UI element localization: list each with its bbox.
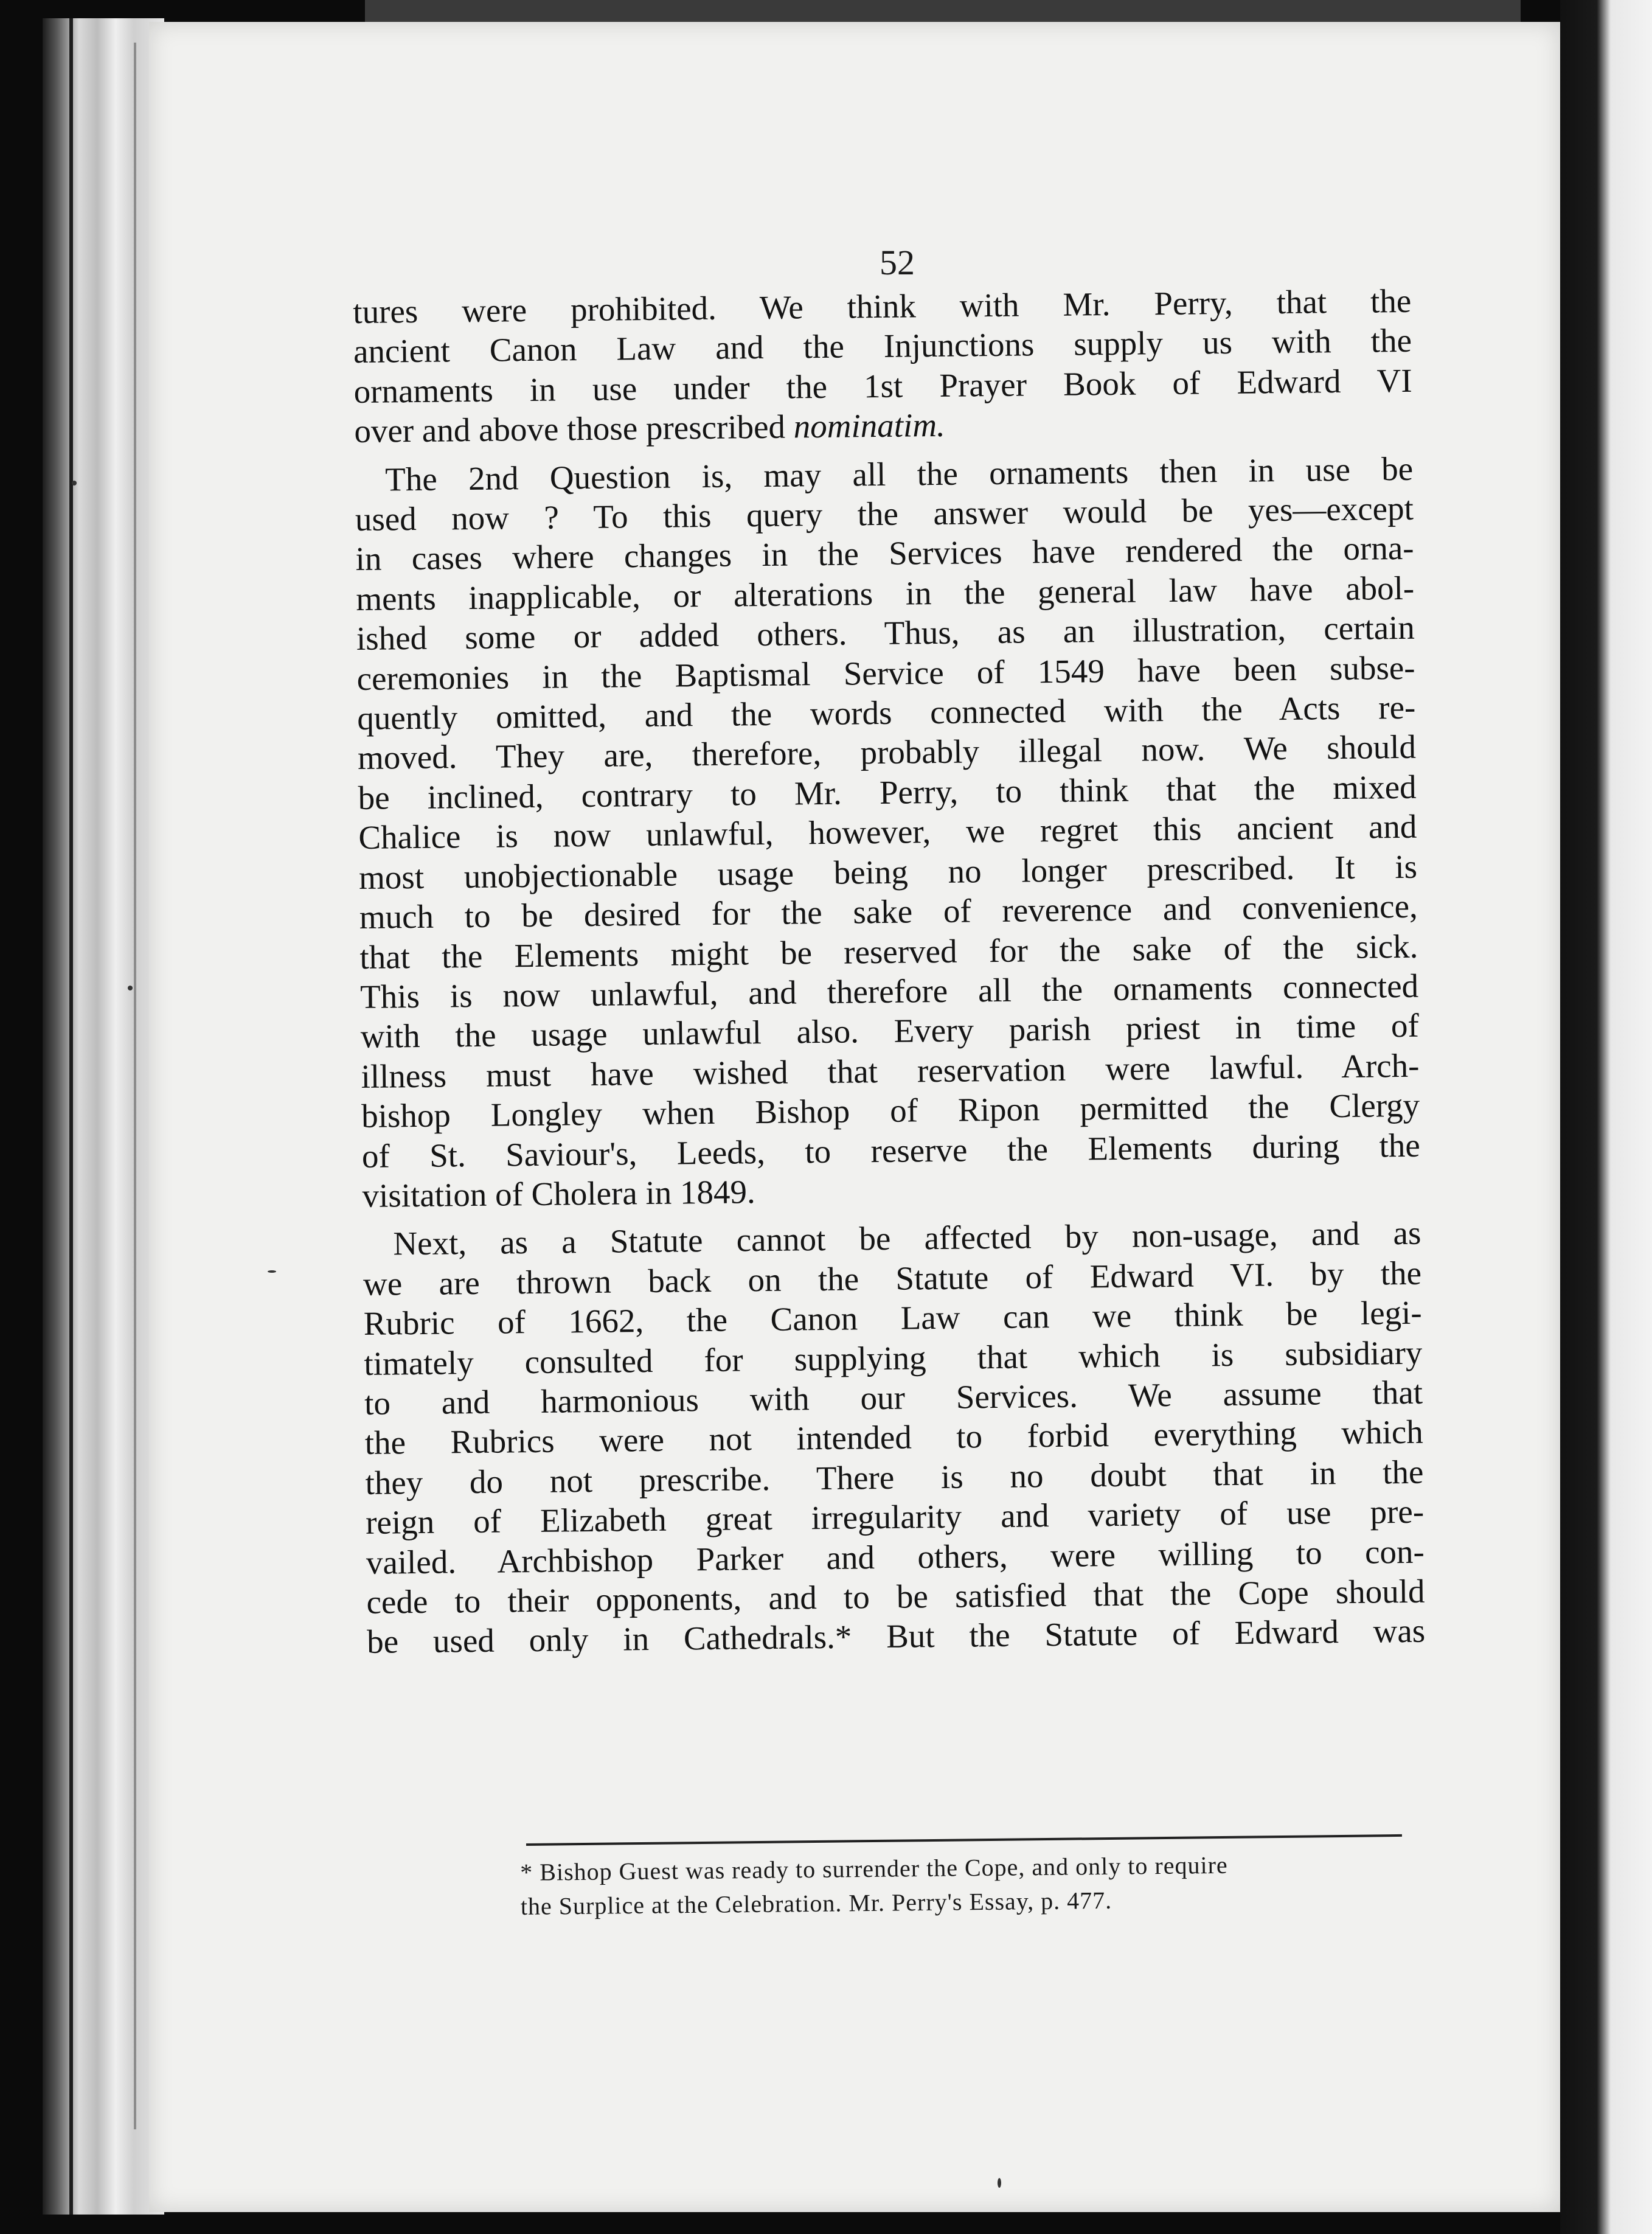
text-line: ornaments in use under the 1st Prayer Book of Edward VI bbox=[353, 361, 1412, 410]
text-line: most unobjectionable usage being no longer prescribed. It is bbox=[358, 847, 1418, 896]
text-line: with the usage unlawful also. Every parish priest in time of bbox=[360, 1007, 1420, 1056]
text-line: much to be desired for the sake of reverence and convenience, bbox=[359, 887, 1418, 936]
text-line: quently omitted, and the words connected with the Acts re- bbox=[357, 688, 1416, 737]
text-line: be inclined, contrary to Mr. Perry, to think that the mixed bbox=[358, 768, 1417, 816]
text-line: tures were prohibited. We think with Mr. Perry, that the bbox=[353, 282, 1412, 330]
text-line: they do not prescribe. There is no doubt that in the bbox=[365, 1453, 1424, 1502]
text-line: ancient Canon Law and the Injunctions supply us with the bbox=[353, 322, 1412, 371]
paragraph-1 bbox=[353, 281, 1413, 451]
text-line: the Rubrics were not intended to forbid everything which bbox=[364, 1413, 1424, 1462]
text-line: ceremonies in the Baptismal Service of 1549 have been subse- bbox=[356, 649, 1415, 697]
text-line: illness must have wished that reservation were lawful. Arch- bbox=[361, 1046, 1420, 1095]
text-line: Next, as a Statute cannot be affected by non-usage, and as bbox=[393, 1214, 1421, 1262]
body-text bbox=[353, 281, 1426, 1671]
text-line-part: over and above those prescribed bbox=[354, 408, 786, 450]
italic-word: nominatim. bbox=[793, 406, 946, 445]
scan-right-border bbox=[1560, 0, 1652, 2234]
text-line: bishop Longley when Bishop of Ripon permitted the Clergy bbox=[361, 1086, 1420, 1135]
text-line: reign of Elizabeth great irregularity and variety of use pre- bbox=[365, 1492, 1425, 1542]
text-line: ished some or added others. Thus, as an illustration, certain bbox=[356, 608, 1415, 658]
text-line: vailed. Archbishop Parker and others, were willing to con- bbox=[366, 1533, 1425, 1581]
text-line: in cases where changes in the Services have rendered the orna- bbox=[355, 529, 1414, 578]
footnote-line: the Surplice at the Celebration. Mr. Perry's Essay, p. 477. bbox=[520, 1886, 1112, 1920]
text-line: used now ? To this query the answer would be yes—except bbox=[355, 489, 1414, 538]
scan-speck bbox=[268, 1270, 276, 1273]
text-line: moved. They are, therefore, probably illegal now. We should bbox=[357, 728, 1417, 777]
text-line: Rubric of 1662, the Canon Law can we think be legi- bbox=[363, 1293, 1422, 1343]
page-number: 52 bbox=[880, 243, 915, 282]
footnote-line: * Bishop Guest was ready to surrender the Cope, and only to require bbox=[520, 1851, 1228, 1886]
footnote bbox=[520, 1846, 1421, 1924]
paragraph-2 bbox=[355, 448, 1421, 1216]
text-line: ments inapplicable, or alterations in the general law have abol- bbox=[355, 569, 1415, 618]
text-line: Chalice is now unlawful, however, we regret this ancient and bbox=[358, 808, 1417, 857]
text-line: cede to their opponents, and to be satisfied that the Cope should bbox=[366, 1572, 1425, 1621]
text-line: of St. Saviour's, Leeds, to reserve the Elements during the bbox=[361, 1126, 1421, 1175]
text-line: we are thrown back on the Statute of Edward VI. by the bbox=[363, 1254, 1422, 1303]
text-line: that the Elements might be reserved for the sake of the sick. bbox=[359, 927, 1418, 976]
text-line: This is now unlawful, and therefore all the ornaments connected bbox=[359, 967, 1419, 1015]
scan-speck bbox=[128, 986, 133, 990]
text-line: to and harmonious with our Services. We assume that bbox=[364, 1373, 1423, 1422]
scan-speck bbox=[998, 2178, 1001, 2188]
text-line: The 2nd Question is, may all the ornaments then in use be bbox=[384, 450, 1414, 498]
paragraph-3 bbox=[363, 1213, 1425, 1662]
scan-speck bbox=[72, 481, 77, 485]
text-line: be used only in Cathedrals.* But the Statute of Edward was bbox=[366, 1612, 1426, 1661]
book-binding-edge bbox=[43, 18, 164, 2215]
text-line: timately consulted for supplying that which is subsidiary bbox=[364, 1334, 1423, 1382]
text-line: visitation of Cholera in 1849. bbox=[362, 1173, 756, 1214]
